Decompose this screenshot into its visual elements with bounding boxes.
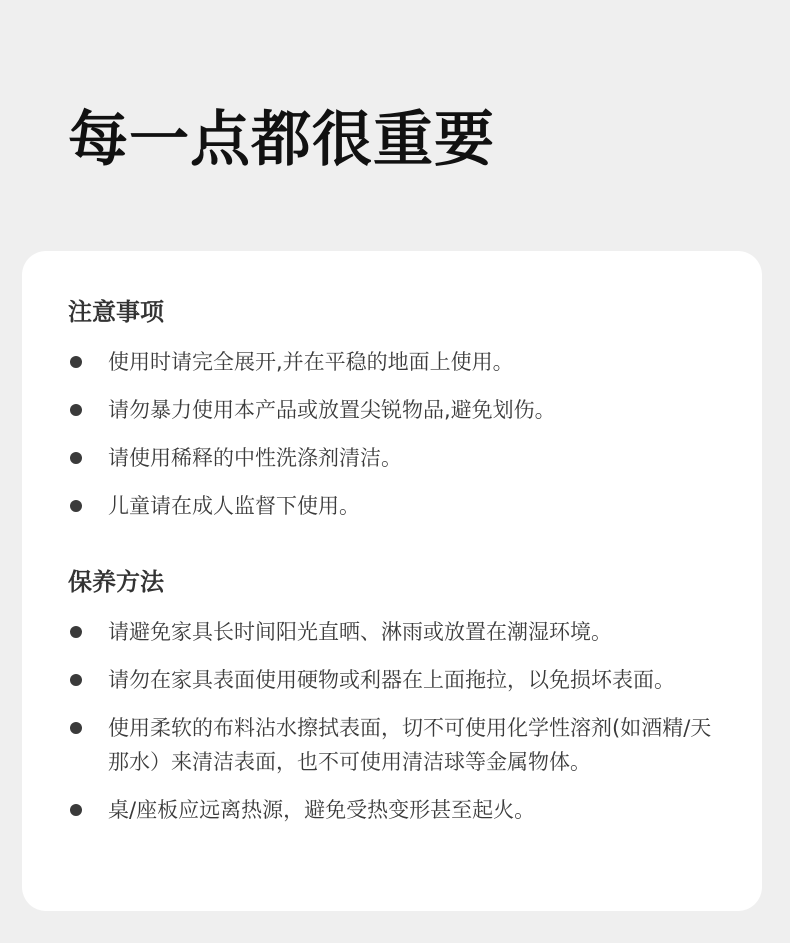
- list-item: [22, 615, 718, 649]
- list-item: [22, 441, 718, 475]
- list-item: [22, 345, 718, 379]
- info-card: [22, 251, 762, 911]
- list-item-text: 儿童请在成人监督下使用。: [108, 494, 360, 518]
- section-heading-precautions: 注意事项: [68, 298, 164, 326]
- list-item-text: 请使用稀释的中性洗涤剂清洁。: [108, 446, 402, 470]
- bullet-icon: [70, 626, 82, 638]
- list-item: [22, 711, 718, 779]
- list-item-text: 请避免家具长时间阳光直晒、淋雨或放置在潮湿环境。: [108, 620, 612, 644]
- maintenance-list: [22, 615, 718, 841]
- bullet-icon: [70, 722, 82, 734]
- list-item-text: 使用柔软的布料沾水擦拭表面，切不可使用化学性溶剂(如酒精/天那水）来清洁表面，也不可使用清洁球等金属物体。: [108, 716, 712, 774]
- section-heading-maintenance: 保养方法: [68, 568, 164, 596]
- list-item-text: 请勿在家具表面使用硬物或利器在上面拖拉，以免损坏表面。: [108, 668, 675, 692]
- list-item-text: 桌/座板应远离热源，避免受热变形甚至起火。: [108, 798, 536, 822]
- list-item: [22, 793, 718, 827]
- bullet-icon: [70, 674, 82, 686]
- list-item: [22, 663, 718, 697]
- list-item-text: 使用时请完全展开,并在平稳的地面上使用。: [108, 350, 514, 374]
- list-item: [22, 393, 718, 427]
- bullet-icon: [70, 356, 82, 368]
- list-item-text: 请勿暴力使用本产品或放置尖锐物品,避免划伤。: [108, 398, 556, 422]
- precautions-list: [22, 345, 718, 537]
- page-title: 每一点都很重要: [68, 105, 495, 175]
- bullet-icon: [70, 500, 82, 512]
- bullet-icon: [70, 452, 82, 464]
- list-item: [22, 489, 718, 523]
- bullet-icon: [70, 804, 82, 816]
- bullet-icon: [70, 404, 82, 416]
